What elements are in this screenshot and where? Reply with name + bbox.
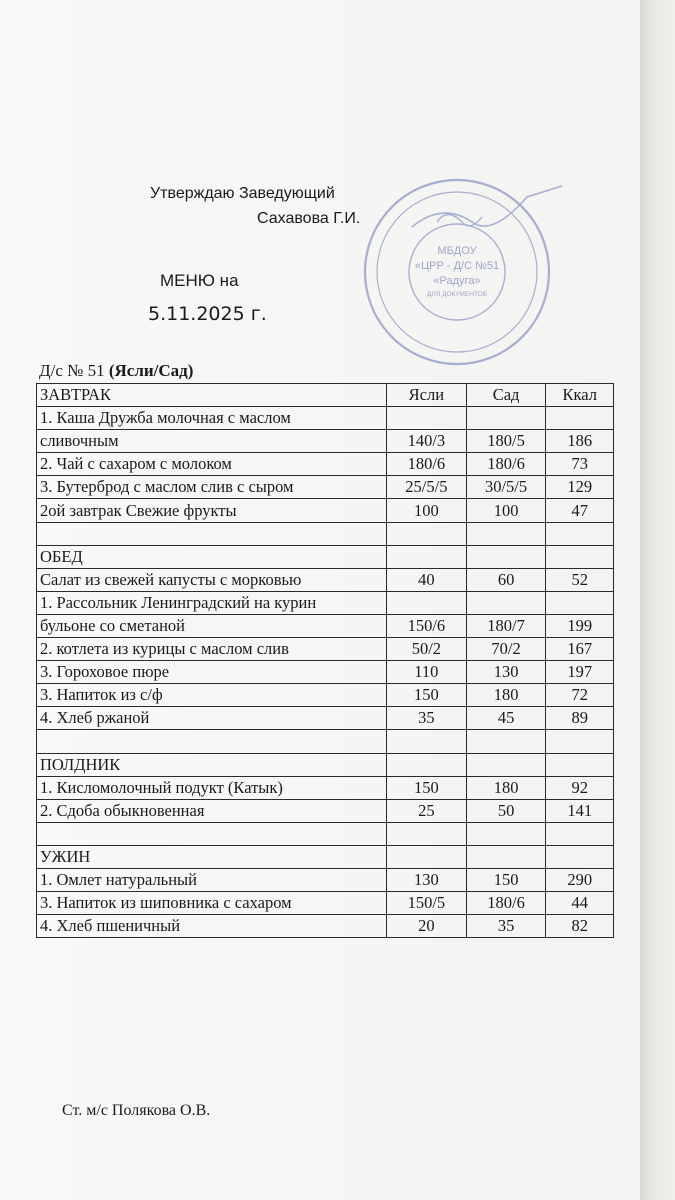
table-row <box>37 868 614 891</box>
dish-cell: ПОЛДНИК <box>37 753 387 776</box>
garden-portion-cell: 180/6 <box>466 453 546 476</box>
garden-portion-cell: 35 <box>466 915 546 938</box>
table-row <box>37 499 614 522</box>
table-header-row <box>37 384 614 407</box>
nursery-portion-cell: 25/5/5 <box>387 476 467 499</box>
nursery-portion-cell <box>387 730 467 753</box>
kcal-cell <box>546 522 614 545</box>
kcal-cell: 92 <box>546 776 614 799</box>
kcal-cell: 129 <box>546 476 614 499</box>
table-row <box>37 915 614 938</box>
garden-portion-cell <box>466 753 546 776</box>
garden-portion-cell: 180 <box>466 684 546 707</box>
table-row <box>37 453 614 476</box>
dish-cell: 3. Гороховое пюре <box>37 661 387 684</box>
stamp-line-3: «Радуга» <box>433 275 481 287</box>
table-row <box>37 591 614 614</box>
garden-portion-cell: 30/5/5 <box>466 476 546 499</box>
nursery-portion-cell: 140/3 <box>387 430 467 453</box>
table-row <box>37 638 614 661</box>
garden-portion-cell: 180/6 <box>466 892 546 915</box>
nursery-portion-cell: 150 <box>387 684 467 707</box>
garden-portion-cell: 150 <box>466 868 546 891</box>
nursery-portion-cell: 40 <box>387 568 467 591</box>
kcal-cell: 89 <box>546 707 614 730</box>
table-row <box>37 430 614 453</box>
approval-line-2: Сахавова Г.И. <box>257 210 361 227</box>
table-row <box>37 799 614 822</box>
dish-cell: 3. Напиток из с/ф <box>37 684 387 707</box>
header-garden: Сад <box>466 384 546 407</box>
header-kcal: Ккал <box>546 384 614 407</box>
school-label <box>39 361 193 381</box>
table-row <box>37 684 614 707</box>
table-row <box>37 892 614 915</box>
garden-portion-cell <box>466 845 546 868</box>
garden-portion-cell <box>466 730 546 753</box>
stamp-line-1: МБДОУ <box>437 245 477 257</box>
dish-cell: 2. Сдоба обыкновенная <box>37 799 387 822</box>
table-row <box>37 776 614 799</box>
nursery-portion-cell <box>387 822 467 845</box>
table-row <box>37 545 614 568</box>
dish-cell: 2ой завтрак Свежие фрукты <box>37 499 387 522</box>
garden-portion-cell: 70/2 <box>466 638 546 661</box>
table-row <box>37 730 614 753</box>
kcal-cell <box>546 753 614 776</box>
signature-footer: Ст. м/с Полякова О.В. <box>62 1102 211 1119</box>
nursery-portion-cell: 130 <box>387 868 467 891</box>
kcal-cell <box>546 822 614 845</box>
table-row <box>37 407 614 430</box>
kcal-cell: 167 <box>546 638 614 661</box>
garden-portion-cell: 100 <box>466 499 546 522</box>
round-seal-stamp <box>352 172 562 372</box>
nursery-portion-cell: 150 <box>387 776 467 799</box>
dish-cell: 2. Чай с сахаром с молоком <box>37 453 387 476</box>
header-meal: ЗАВТРАК <box>37 384 387 407</box>
dish-cell: ОБЕД <box>37 545 387 568</box>
kcal-cell: 82 <box>546 915 614 938</box>
kcal-cell <box>546 591 614 614</box>
nursery-portion-cell: 100 <box>387 499 467 522</box>
menu-title: МЕНЮ на <box>160 271 239 290</box>
nursery-portion-cell <box>387 522 467 545</box>
garden-portion-cell <box>466 591 546 614</box>
paper-shadow <box>640 0 675 1200</box>
dish-cell: 1. Каша Дружба молочная с маслом <box>37 407 387 430</box>
approval-block <box>150 185 361 227</box>
garden-portion-cell: 50 <box>466 799 546 822</box>
dish-cell: сливочным <box>37 430 387 453</box>
kcal-cell <box>546 845 614 868</box>
kcal-cell: 141 <box>546 799 614 822</box>
kcal-cell: 197 <box>546 661 614 684</box>
table-row <box>37 476 614 499</box>
table-row <box>37 845 614 868</box>
nursery-portion-cell: 50/2 <box>387 638 467 661</box>
kcal-cell <box>546 407 614 430</box>
dish-cell: бульоне со сметаной <box>37 614 387 637</box>
dish-cell: 4. Хлеб ржаной <box>37 707 387 730</box>
dish-cell: 1. Омлет натуральный <box>37 868 387 891</box>
kcal-cell: 290 <box>546 868 614 891</box>
garden-portion-cell: 180/5 <box>466 430 546 453</box>
kcal-cell: 47 <box>546 499 614 522</box>
nursery-portion-cell: 180/6 <box>387 453 467 476</box>
kcal-cell: 199 <box>546 614 614 637</box>
nursery-portion-cell <box>387 845 467 868</box>
table-row <box>37 614 614 637</box>
dish-cell <box>37 730 387 753</box>
nursery-portion-cell <box>387 591 467 614</box>
dish-cell <box>37 822 387 845</box>
table-row <box>37 522 614 545</box>
table-row <box>37 707 614 730</box>
table-row <box>37 822 614 845</box>
garden-portion-cell: 130 <box>466 661 546 684</box>
nursery-portion-cell: 25 <box>387 799 467 822</box>
nursery-portion-cell <box>387 545 467 568</box>
dish-cell <box>37 522 387 545</box>
nursery-portion-cell: 35 <box>387 707 467 730</box>
table-row <box>37 568 614 591</box>
garden-portion-cell: 180 <box>466 776 546 799</box>
garden-portion-cell <box>466 822 546 845</box>
table-row <box>37 661 614 684</box>
kcal-cell: 186 <box>546 430 614 453</box>
stamp-line-2: «ЦРР - Д/С №51 <box>414 260 500 272</box>
kcal-cell: 72 <box>546 684 614 707</box>
nursery-portion-cell: 110 <box>387 661 467 684</box>
dish-cell: 2. котлета из курицы с маслом слив <box>37 638 387 661</box>
table-row <box>37 753 614 776</box>
dish-cell: 1. Рассольник Ленинградский на курин <box>37 591 387 614</box>
garden-portion-cell: 180/7 <box>466 614 546 637</box>
dish-cell: Салат из свежей капусты с морковью <box>37 568 387 591</box>
kcal-cell <box>546 545 614 568</box>
dish-cell: 3. Бутерброд с маслом слив с сыром <box>37 476 387 499</box>
garden-portion-cell <box>466 545 546 568</box>
header-nursery: Ясли <box>387 384 467 407</box>
nursery-portion-cell: 150/5 <box>387 892 467 915</box>
dish-cell: 3. Напиток из шиповника с сахаром <box>37 892 387 915</box>
nursery-portion-cell <box>387 407 467 430</box>
stamp-line-4: ДЛЯ ДОКУМЕНТОВ <box>426 291 488 298</box>
dish-cell: УЖИН <box>37 845 387 868</box>
nursery-portion-cell: 150/6 <box>387 614 467 637</box>
kcal-cell: 44 <box>546 892 614 915</box>
kcal-cell: 73 <box>546 453 614 476</box>
approval-line-1: Утверждаю Заведующий <box>150 185 335 202</box>
garden-portion-cell: 45 <box>466 707 546 730</box>
nursery-portion-cell: 20 <box>387 915 467 938</box>
garden-portion-cell <box>466 522 546 545</box>
dish-cell: 4. Хлеб пшеничный <box>37 915 387 938</box>
menu-date: 5.11.2025 г. <box>148 303 267 325</box>
kcal-cell <box>546 730 614 753</box>
garden-portion-cell <box>466 407 546 430</box>
dish-cell: 1. Кисломолочный подукт (Катык) <box>37 776 387 799</box>
nursery-portion-cell <box>387 753 467 776</box>
menu-table <box>36 383 614 938</box>
school-number: Д/с № 51 <box>39 361 109 380</box>
school-groups: (Ясли/Сад) <box>108 361 194 380</box>
kcal-cell: 52 <box>546 568 614 591</box>
garden-portion-cell: 60 <box>466 568 546 591</box>
